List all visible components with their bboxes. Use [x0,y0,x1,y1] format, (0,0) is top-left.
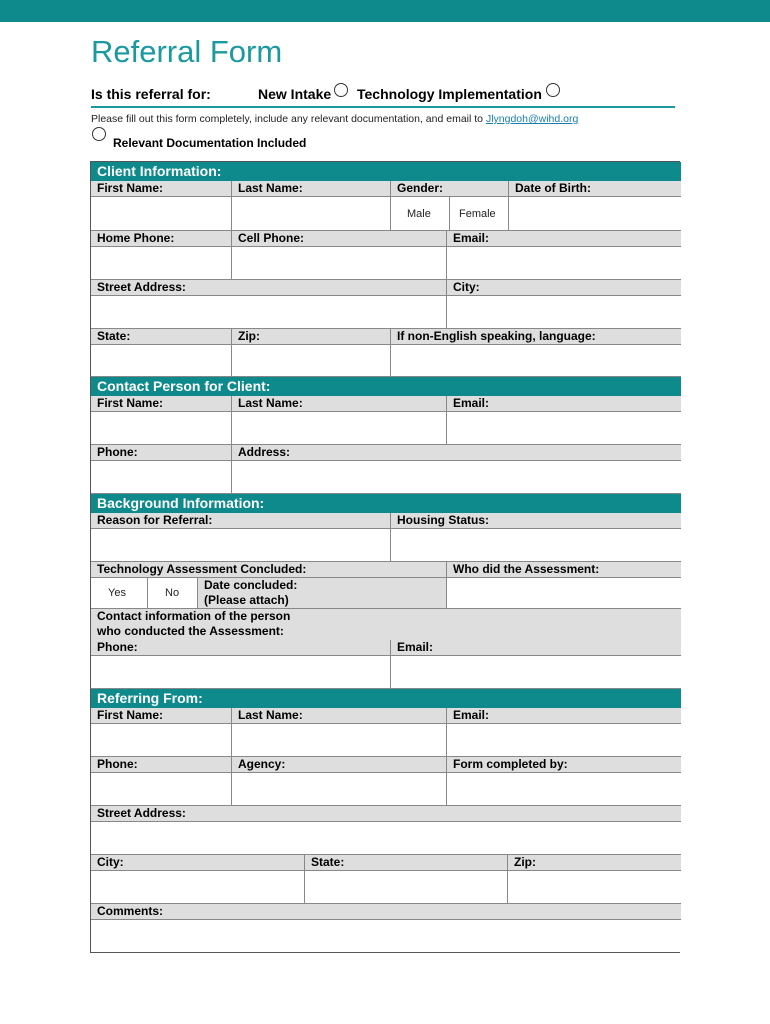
top-banner [0,0,770,22]
client-last-name-input[interactable] [232,197,391,231]
assessor-contact-line-1: Contact information of the person [97,609,291,623]
contact-last-name-label: Last Name: [232,396,447,412]
instructions-text: Please fill out this form completely, include any relevant documentation, and email to [91,113,486,125]
comments-input[interactable] [91,920,681,952]
tech-impl-label: Technology Implementation [357,86,542,102]
assessor-email-input[interactable] [391,656,681,689]
section-client-header: Client Information: [91,162,681,181]
ref-state-input[interactable] [305,871,508,904]
contact-first-name-input[interactable] [91,412,232,445]
client-gender-label: Gender: [391,181,509,197]
ref-first-name-input[interactable] [91,724,232,757]
client-dob-input[interactable] [509,197,681,231]
date-concluded-label: Date concluded: [204,578,298,592]
tech-concluded-label: Technology Assessment Concluded: [91,562,447,578]
client-state-label: State: [91,329,232,345]
tech-no-option[interactable] [148,578,198,609]
ref-phone-label: Phone: [91,757,232,773]
client-state-input[interactable] [91,345,232,377]
reason-input[interactable] [91,529,391,562]
instructions [91,113,578,125]
tech-impl-radio[interactable] [546,83,560,97]
contact-phone-label: Phone: [91,445,232,461]
client-language-input[interactable] [391,345,681,377]
please-attach-label: (Please attach) [204,593,289,607]
contact-email-label: Email: [447,396,681,412]
client-zip-label: Zip: [232,329,391,345]
gender-male-label: Male [407,208,431,220]
assessor-email-label: Email: [391,640,681,656]
section-background-header: Background Information: [91,494,681,513]
comments-label: Comments: [91,904,681,920]
gender-female-option[interactable] [450,197,509,231]
section-contact-header: Contact Person for Client: [91,377,681,396]
assessor-phone-label: Phone: [91,640,391,656]
ref-zip-label: Zip: [508,855,681,871]
new-intake-label: New Intake [258,86,332,102]
contact-phone-input[interactable] [91,461,232,494]
client-home-phone-input[interactable] [91,247,232,280]
housing-input[interactable] [391,529,681,562]
assessor-phone-input[interactable] [91,656,391,689]
email-link[interactable]: Jlyngdoh@wihd.org [485,113,579,125]
ref-state-label: State: [305,855,508,871]
who-assessed-input[interactable] [447,578,681,609]
assessor-contact-line-2: who conducted the Assessment: [97,624,284,638]
client-language-label: If non-English speaking, language: [391,329,681,345]
new-intake-radio[interactable] [334,83,348,97]
contact-email-input[interactable] [447,412,681,445]
client-email-input[interactable] [447,247,681,280]
ref-agency-input[interactable] [232,773,447,806]
client-zip-input[interactable] [232,345,391,377]
client-city-input[interactable] [447,296,681,329]
page-title: Referral Form [91,34,283,69]
documentation-radio[interactable] [92,127,106,141]
assessor-contact-label [91,609,681,641]
referral-question-label: Is this referral for: [91,86,211,102]
ref-street-input[interactable] [91,822,681,855]
tech-no-label: No [165,587,180,599]
documentation-label: Relevant Documentation Included [113,136,307,150]
ref-agency-label: Agency: [232,757,447,773]
reason-label: Reason for Referral: [91,513,391,529]
who-assessed-label: Who did the Assessment: [447,562,681,578]
client-home-phone-label: Home Phone: [91,231,232,247]
referral-type-row [91,84,675,108]
referral-form [90,161,680,953]
ref-email-label: Email: [447,708,681,724]
contact-address-input[interactable] [232,461,681,494]
client-cell-phone-label: Cell Phone: [232,231,447,247]
tech-yes-option[interactable] [91,578,148,609]
ref-last-name-label: Last Name: [232,708,447,724]
contact-first-name-label: First Name: [91,396,232,412]
ref-phone-input[interactable] [91,773,232,806]
section-referring-header: Referring From: [91,689,681,708]
client-city-label: City: [447,280,681,296]
client-street-input[interactable] [91,296,447,329]
gender-female-label: Female [459,208,496,220]
client-last-name-label: Last Name: [232,181,391,197]
ref-last-name-input[interactable] [232,724,447,757]
client-email-label: Email: [447,231,681,247]
ref-street-label: Street Address: [91,806,681,822]
client-cell-phone-input[interactable] [232,247,447,280]
client-dob-label: Date of Birth: [509,181,681,197]
contact-last-name-input[interactable] [232,412,447,445]
ref-zip-input[interactable] [508,871,681,904]
housing-label: Housing Status: [391,513,681,529]
ref-city-label: City: [91,855,305,871]
client-street-label: Street Address: [91,280,447,296]
client-first-name-label: First Name: [91,181,232,197]
ref-completed-by-input[interactable] [447,773,681,806]
tech-yes-label: Yes [108,587,126,599]
ref-city-input[interactable] [91,871,305,904]
ref-first-name-label: First Name: [91,708,232,724]
ref-email-input[interactable] [447,724,681,757]
client-first-name-input[interactable] [91,197,232,231]
ref-completed-by-label: Form completed by: [447,757,681,773]
date-concluded-field[interactable] [198,578,447,609]
contact-address-label: Address: [232,445,681,461]
gender-male-option[interactable] [391,197,450,231]
